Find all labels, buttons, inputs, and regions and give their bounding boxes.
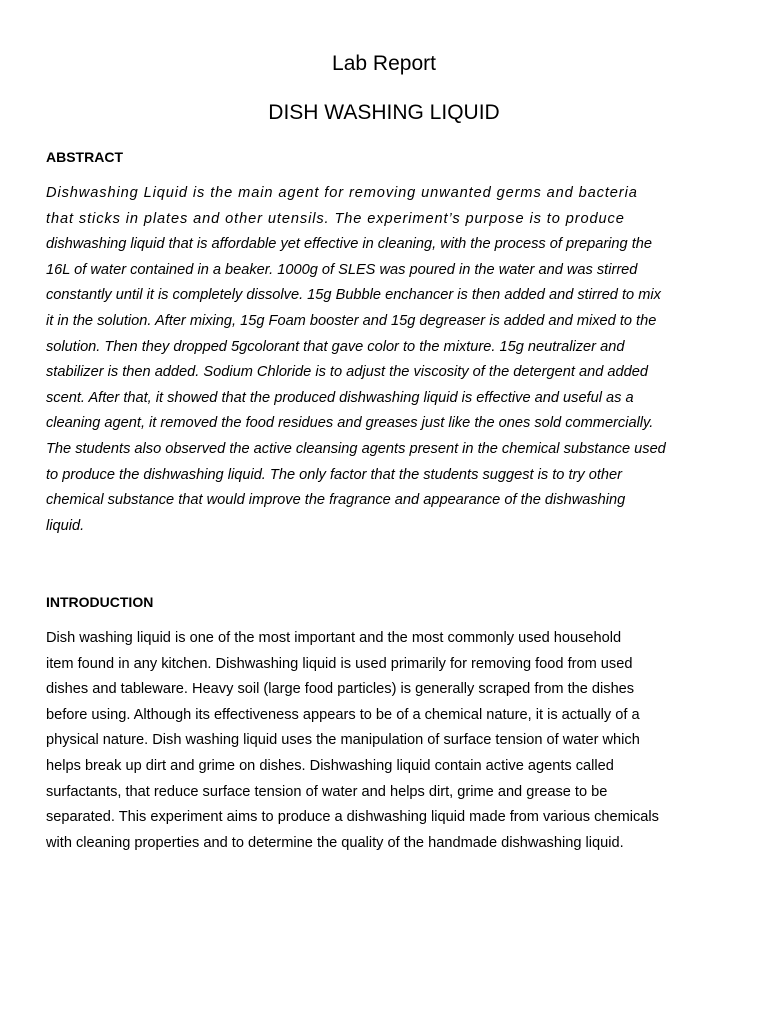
introduction-line: with cleaning properties and to determine the quality of the handmade dishwashing liquid. [46, 834, 624, 851]
introduction-line: Dish washing liquid is one of the most important and the most commonly used household [46, 630, 622, 646]
abstract-line: to produce the dishwashing liquid. The only factor that the students suggest is to try other [46, 466, 622, 483]
abstract-line: solution. Then they dropped 5gcolorant that gave color to the mixture. 15g neutralizer and [46, 338, 625, 355]
introduction-line: physical nature. Dish washing liquid uses the manipulation of surface tension of water which [46, 732, 640, 749]
abstract-line: Dishwashing Liquid is the main agent for removing unwanted germs and bacteria [46, 185, 638, 201]
abstract-line: chemical substance that would improve the fragrance and appearance of the dishwashing [46, 492, 626, 509]
abstract-line: The students also observed the active cleansing agents present in the chemical substance used [46, 440, 666, 457]
abstract-body [46, 181, 726, 539]
introduction-body [46, 626, 726, 856]
report-subtitle: DISH WASHING LIQUID [268, 101, 500, 124]
abstract-line: that sticks in plates and other utensils. The experiment’s purpose is to produce [46, 210, 625, 227]
abstract-line: cleaning agent, it removed the food residues and greases just like the ones sold commercially. [46, 415, 654, 432]
abstract-line: stabilizer is then added. Sodium Chloride is to adjust the viscosity of the detergent and added [46, 364, 648, 381]
introduction-line: surfactants, that reduce surface tension of water and helps dirt, grime and grease to be [46, 783, 608, 800]
abstract-line: liquid. [46, 517, 85, 534]
abstract-line: scent. After that, it showed that the produced dishwashing liquid is effective and useful as a [46, 389, 634, 406]
report-title: Lab Report [332, 52, 436, 75]
introduction-line: separated. This experiment aims to produce a dishwashing liquid made from various chemicals [46, 809, 659, 826]
abstract-line: dishwashing liquid that is affordable yet effective in cleaning, with the process of preparing the [46, 236, 652, 253]
introduction-line: dishes and tableware. Heavy soil (large food particles) is generally scraped from the dishes [46, 681, 635, 698]
abstract-line: constantly until it is completely dissolve. 15g Bubble enchancer is then added and stirred to mix [46, 287, 661, 304]
abstract-line: it in the solution. After mixing, 15g Foam booster and 15g degreaser is added and mixed to the [46, 312, 657, 329]
introduction-line: helps break up dirt and grime on dishes. Dishwashing liquid contain active agents called [46, 757, 614, 774]
abstract-line: 16L of water contained in a beaker. 1000g of SLES was poured in the water and was stirred [46, 261, 638, 278]
introduction-heading: INTRODUCTION [46, 594, 154, 610]
introduction-line: before using. Although its effectiveness appears to be of a chemical nature, it is actually of a [46, 706, 640, 723]
abstract-heading: ABSTRACT [46, 149, 123, 165]
introduction-line: item found in any kitchen. Dishwashing liquid is used primarily for removing food from used [46, 655, 633, 672]
